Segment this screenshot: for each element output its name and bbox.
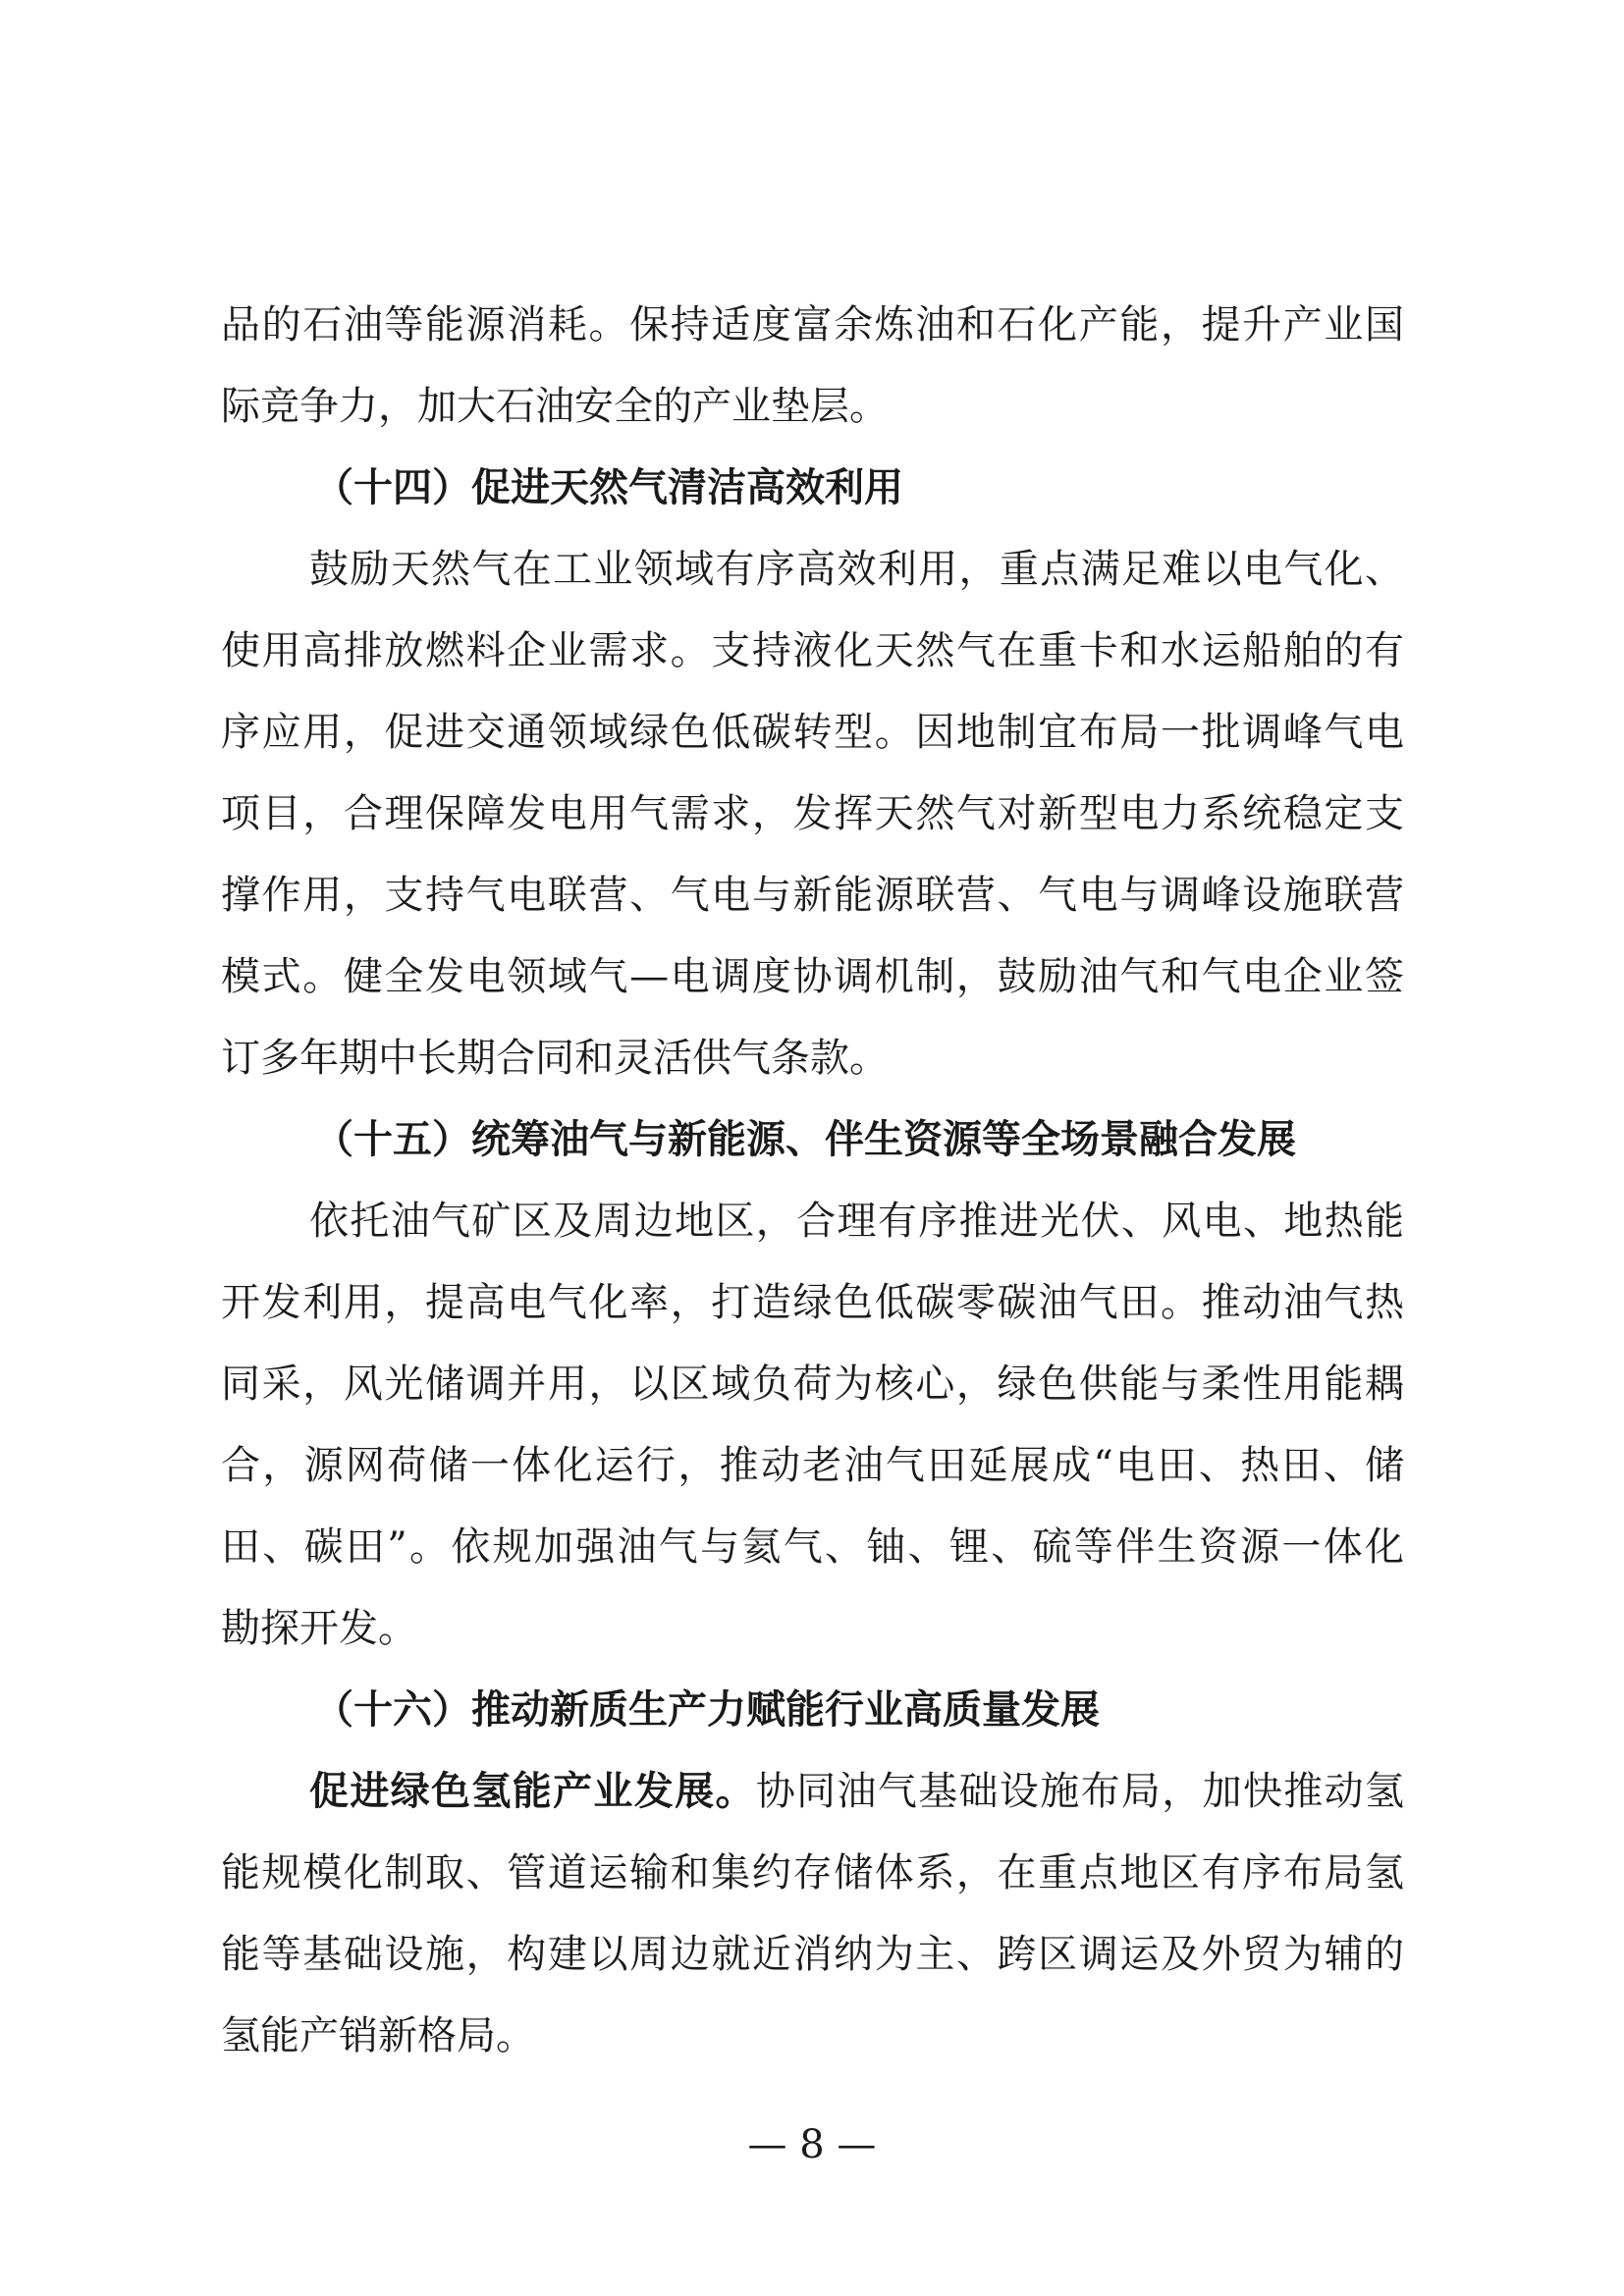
section-heading: （十四）促进天然气清洁高效利用 xyxy=(314,465,903,510)
paragraph-line: 序应用，促进交通领域绿色低碳转型。因地制宜布局一批调峰气电 xyxy=(221,710,1404,755)
paragraph-line: 同采，风光储调并用，以区域负荷为核心，绿色供能与柔性用能耦 xyxy=(221,1362,1404,1407)
line-text: 协同油气基础设施布局，加快推动氢 xyxy=(755,1769,1404,1814)
paragraph-line: 开发利用，提高电气化率，打造绿色低碳零碳油气田。推动油气热 xyxy=(221,1280,1404,1325)
paragraph-line: 田、碳田”。依规加强油气与氦气、铀、锂、硫等伴生资源一体化 xyxy=(221,1524,1404,1570)
paragraph xyxy=(221,285,1404,448)
paragraph-line: 撑作用，支持气电联营、气电与新能源联营、气电与调峰设施联营 xyxy=(221,873,1404,918)
paragraph-line: 鼓励天然气在工业领域有序高效利用，重点满足难以电气化、 xyxy=(309,547,1404,592)
paragraph-line: 际竞争力，加大石油安全的产业垫层。 xyxy=(221,384,889,429)
paragraph xyxy=(221,529,1404,1099)
paragraph-line: 项目，合理保障发电用气需求，发挥天然气对新型电力系统稳定支 xyxy=(221,791,1404,836)
section-heading: （十六）推动新质生产力赋能行业高质量发展 xyxy=(314,1687,1100,1733)
paragraph-line: 氢能产销新格局。 xyxy=(221,2013,535,2058)
document-body xyxy=(221,285,1404,2077)
paragraph xyxy=(221,1181,1404,1670)
paragraph-line: 使用高排放燃料企业需求。支持液化天然气在重卡和水运船舶的有 xyxy=(221,628,1404,673)
paragraph-line: 依托油气矿区及周边地区，合理有序推进光伏、风电、地热能 xyxy=(309,1199,1404,1244)
paragraph xyxy=(221,1751,1404,2077)
section-heading: （十五）统筹油气与新能源、伴生资源等全场景融合发展 xyxy=(314,1117,1296,1162)
page-number: — 8 — xyxy=(747,2122,877,2167)
bold-lead-phrase: 促进绿色氢能产业发展。 xyxy=(309,1769,756,1814)
paragraph-line: 合，源网荷储一体化运行，推动老油气田延展成“电田、热田、储 xyxy=(221,1443,1404,1488)
paragraph-line: 能规模化制取、管道运输和集约存储体系，在重点地区有序布局氢 xyxy=(221,1850,1404,1896)
paragraph-line: 勘探开发。 xyxy=(221,1606,417,1651)
paragraph-line: 品的石油等能源消耗。保持适度富余炼油和石化产能，提升产业国 xyxy=(221,302,1404,347)
paragraph-line: 订多年期中长期合同和灵活供气条款。 xyxy=(221,1036,889,1081)
paragraph-line: 模式。健全发电领域气—电调度协调机制，鼓励油气和气电企业签 xyxy=(221,954,1404,999)
paragraph-line xyxy=(221,1751,1404,1833)
paragraph-line: 能等基础设施，构建以周边就近消纳为主、跨区调运及外贸为辅的 xyxy=(221,1932,1404,1977)
